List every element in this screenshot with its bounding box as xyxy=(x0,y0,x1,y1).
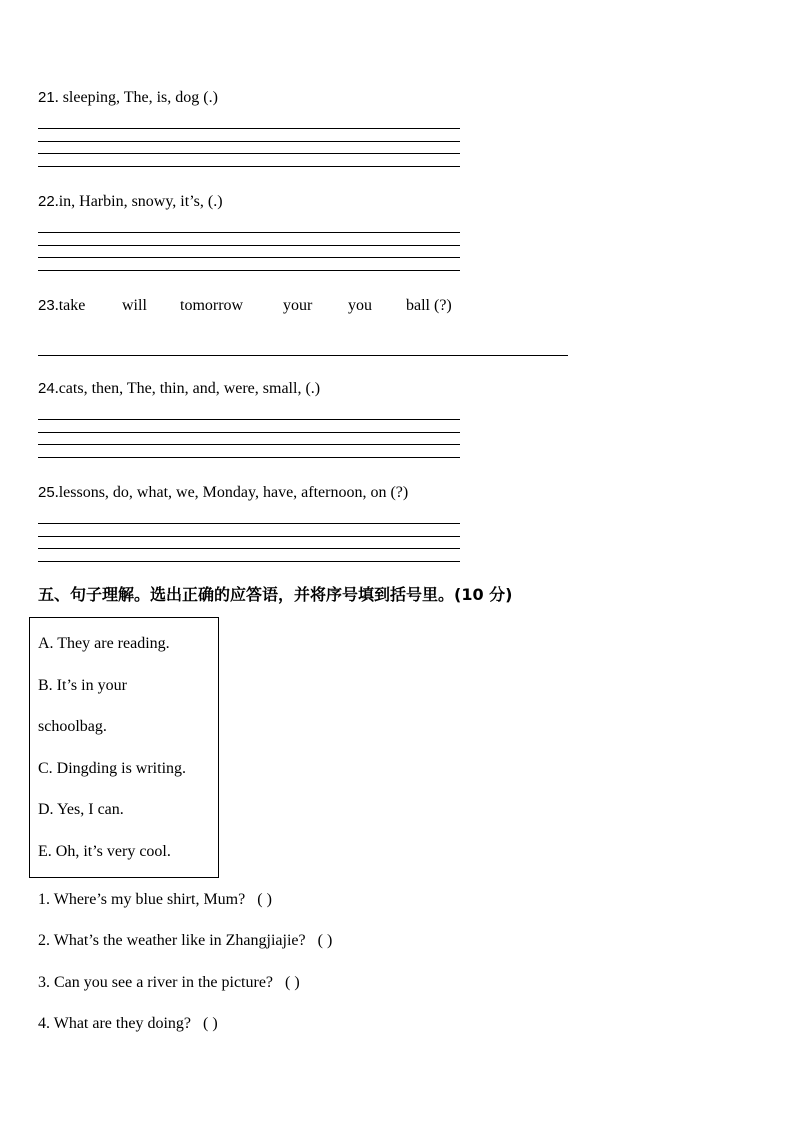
option-a: A. They are reading. xyxy=(38,635,170,652)
question-3 xyxy=(38,973,300,993)
writing-line[interactable] xyxy=(38,457,460,458)
question-words: .lessons, do, what, we, Monday, have, afternoon, on (?) xyxy=(54,484,409,501)
question-number: 25 xyxy=(38,484,55,501)
option-b-continued: schoolbag. xyxy=(38,718,107,735)
writing-line[interactable] xyxy=(38,232,460,233)
question-22 xyxy=(38,192,223,212)
writing-line[interactable] xyxy=(38,536,460,537)
writing-line[interactable] xyxy=(38,419,460,420)
writing-line[interactable] xyxy=(38,270,460,271)
writing-line[interactable] xyxy=(38,355,568,356)
writing-line[interactable] xyxy=(38,523,460,524)
question-word: will xyxy=(122,297,147,314)
answer-blank[interactable]: ( ) xyxy=(257,891,272,908)
writing-line[interactable] xyxy=(38,444,460,445)
question-text: 1. Where’s my blue shirt, Mum? xyxy=(38,891,246,908)
writing-line[interactable] xyxy=(38,245,460,246)
question-word: you xyxy=(348,297,372,314)
question-word: tomorrow xyxy=(180,297,244,314)
question-words: .cats, then, The, thin, and, were, small, (.) xyxy=(54,380,321,397)
question-text: 4. What are they doing? xyxy=(38,1015,191,1032)
option-e: E. Oh, it’s very cool. xyxy=(38,843,171,860)
writing-line[interactable] xyxy=(38,548,460,549)
question-number: 21 xyxy=(38,89,55,106)
writing-line[interactable] xyxy=(38,153,460,154)
writing-line[interactable] xyxy=(38,166,460,167)
question-words: . sleeping, The, is, dog (.) xyxy=(54,89,218,106)
option-c: C. Dingding is writing. xyxy=(38,760,187,777)
answer-blank[interactable]: ( ) xyxy=(285,974,300,991)
question-25 xyxy=(38,483,408,503)
writing-line[interactable] xyxy=(38,257,460,258)
writing-line[interactable] xyxy=(38,128,460,129)
section-title: 五、句子理解。选出正确的应答语，并将序号填到括号里。(10 分) xyxy=(38,585,513,604)
question-word: .take xyxy=(54,297,86,314)
question-2 xyxy=(38,931,332,951)
option-d: D. Yes, I can. xyxy=(38,801,124,818)
question-words: .in, Harbin, snowy, it’s, (.) xyxy=(54,193,223,210)
question-word: ball (?) xyxy=(406,297,452,314)
question-text: 3. Can you see a river in the picture? xyxy=(38,974,274,991)
question-24 xyxy=(38,379,320,399)
question-text: 2. What’s the weather like in Zhangjiajie? xyxy=(38,932,306,949)
answer-blank[interactable]: ( ) xyxy=(317,932,333,949)
writing-line[interactable] xyxy=(38,561,460,562)
writing-line[interactable] xyxy=(38,432,460,433)
question-number: 23 xyxy=(38,297,55,314)
answer-blank[interactable]: ( ) xyxy=(202,1015,218,1032)
question-1 xyxy=(38,890,272,910)
options-box xyxy=(29,617,219,878)
writing-line[interactable] xyxy=(38,141,460,142)
question-23-first xyxy=(38,296,85,316)
question-number: 24 xyxy=(38,380,55,397)
question-number: 22 xyxy=(38,193,55,210)
question-21 xyxy=(38,88,218,108)
question-4 xyxy=(38,1014,218,1034)
question-word: your xyxy=(283,297,313,314)
option-b: B. It’s in your xyxy=(38,677,127,694)
